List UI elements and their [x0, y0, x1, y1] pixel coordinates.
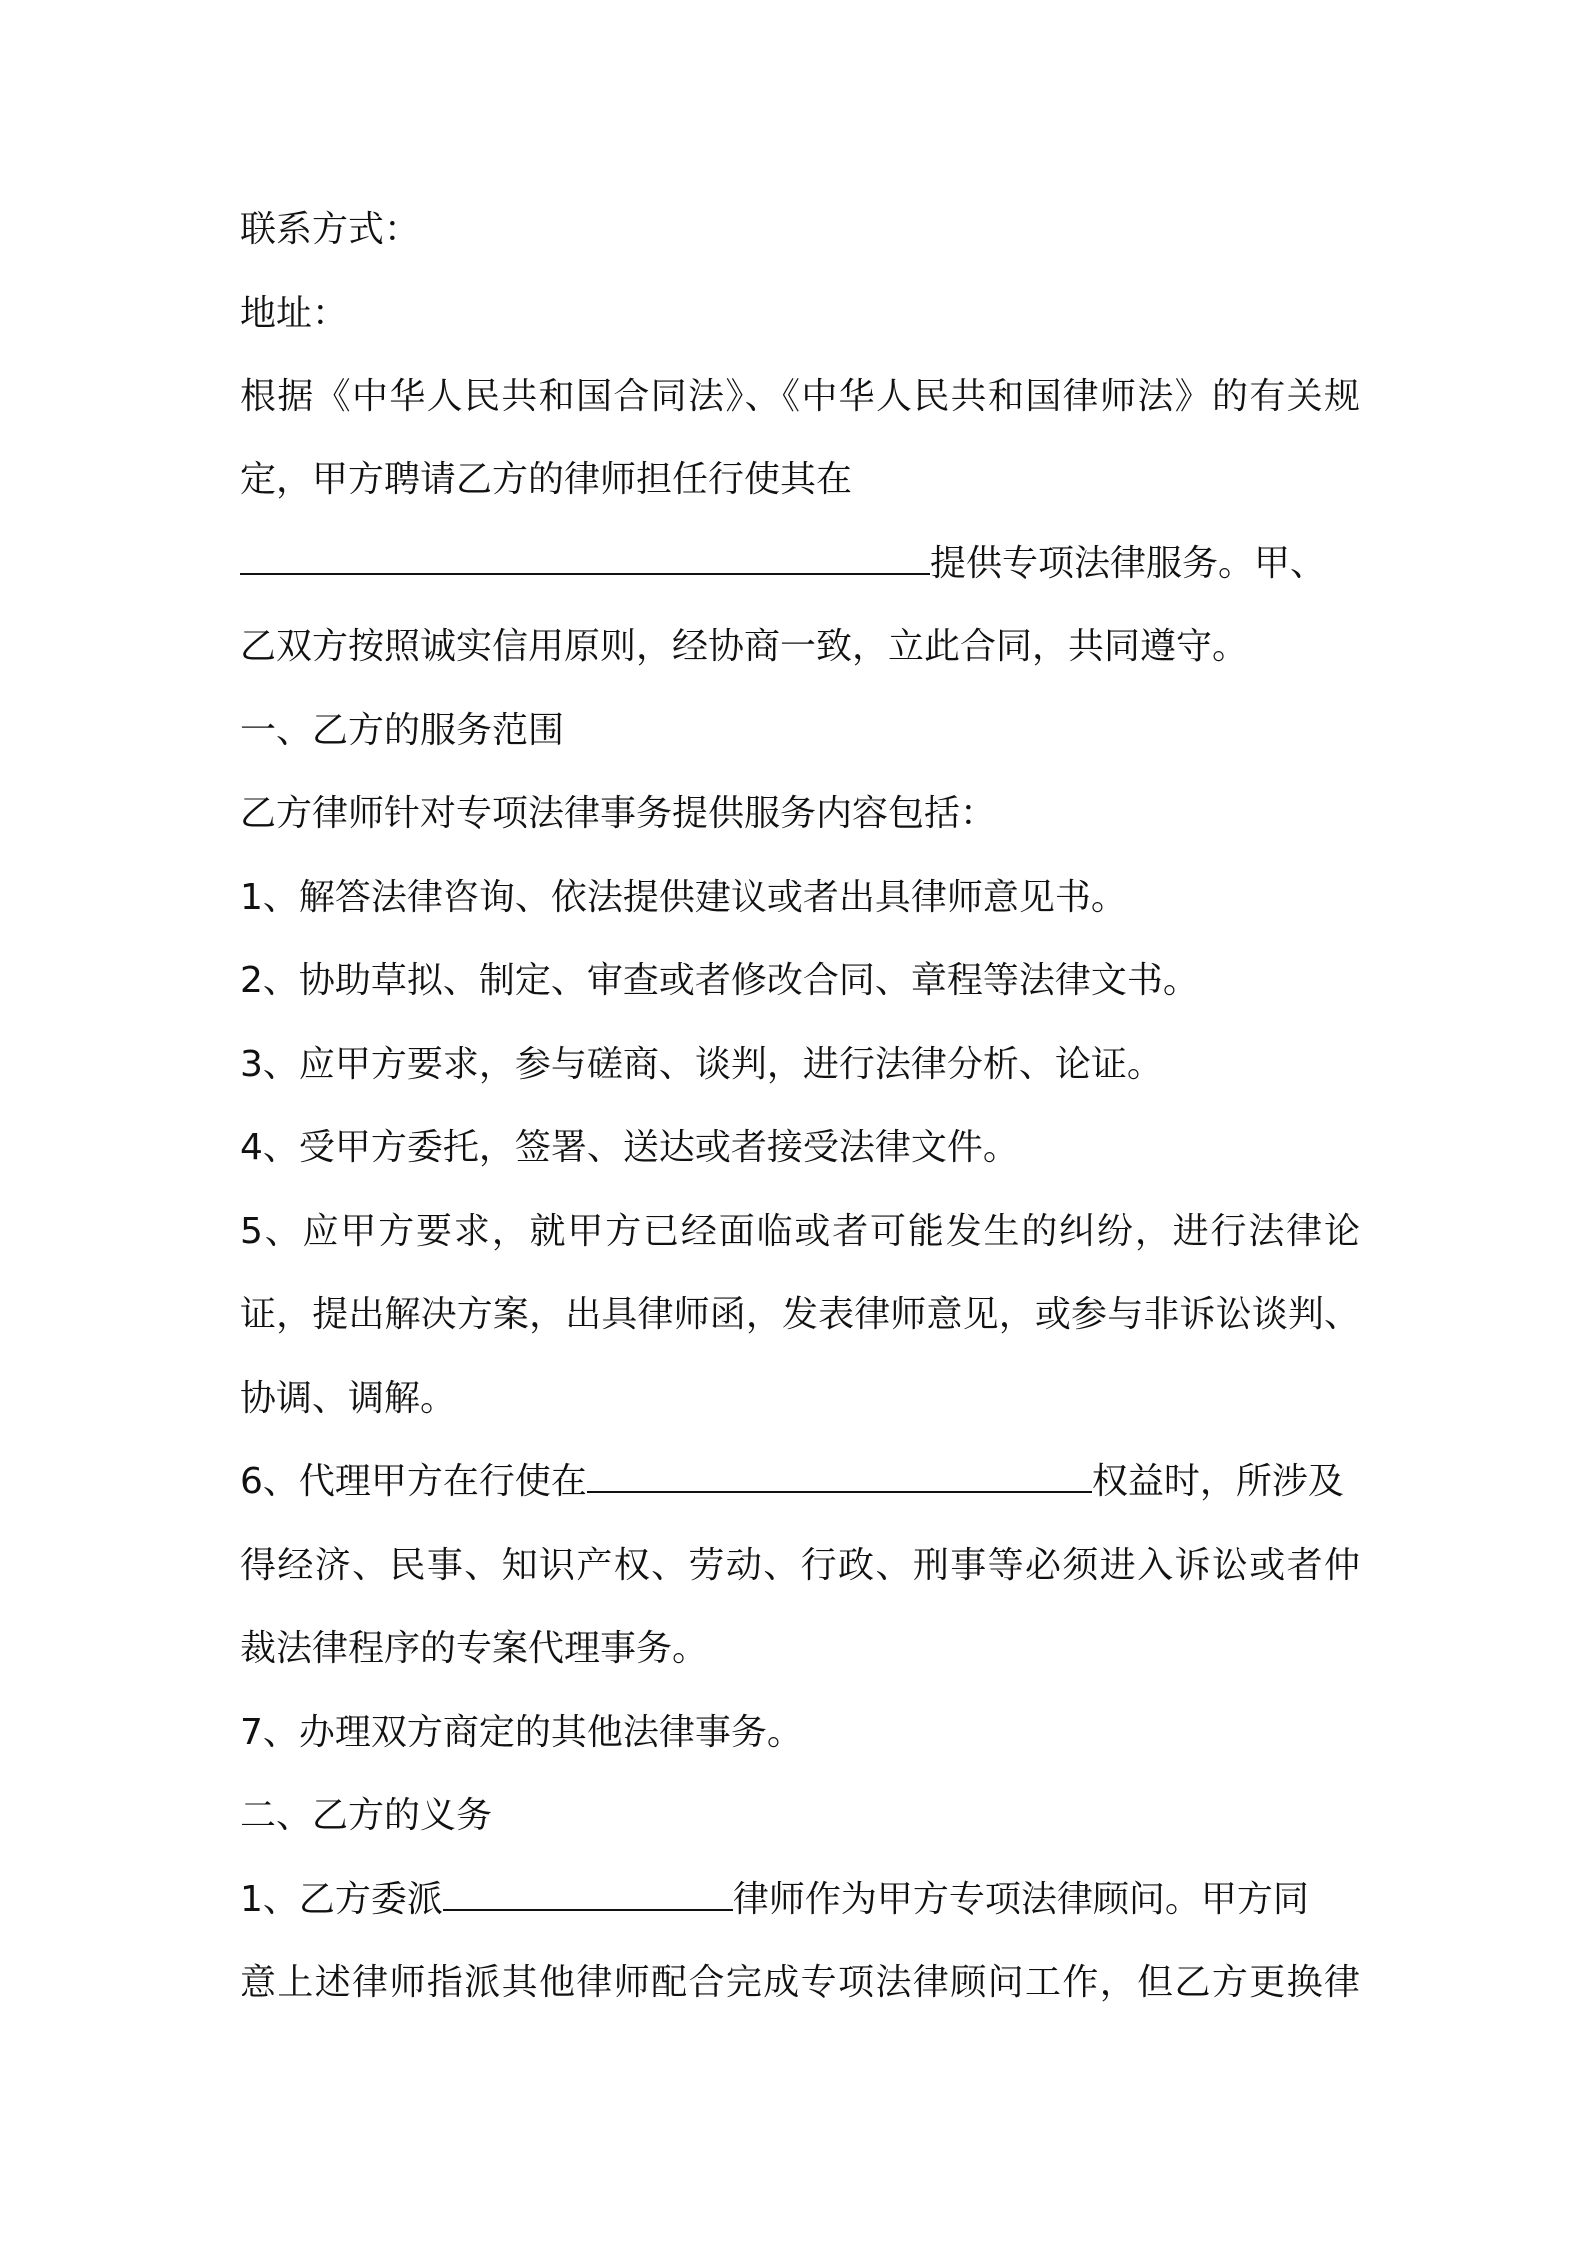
- paragraph-line: 定，甲方聘请乙方的律师担任行使其在: [240, 459, 853, 500]
- paragraph-line: 乙方律师针对专项法律事务提供服务内容包括：: [240, 793, 997, 834]
- fill-in-blank[interactable]: [240, 541, 930, 575]
- list-item: 4、受甲方委托，签署、送达或者接受法律文件。: [240, 1127, 1019, 1168]
- list-item-text: 权益时，所涉及: [1091, 1461, 1344, 1502]
- paragraph-line: 乙双方按照诚实信用原则，经协商一致，立此合同，共同遵守。: [240, 626, 1249, 667]
- list-item: 7、办理双方商定的其他法律事务。: [240, 1712, 803, 1753]
- section-heading-2: 二、乙方的义务: [240, 1795, 493, 1836]
- list-item-continued: 证，提出解决方案，出具律师函，发表律师意见，或参与非诉讼谈判、: [240, 1294, 1360, 1335]
- list-item: 2、协助草拟、制定、审查或者修改合同、章程等法律文书。: [240, 960, 1199, 1001]
- address-label: 地址：: [240, 293, 349, 334]
- section-heading-1: 一、乙方的服务范围: [240, 710, 565, 751]
- list-item-continued: 协调、调解。: [240, 1378, 457, 1419]
- list-item-continued: 裁法律程序的专案代理事务。: [240, 1628, 709, 1669]
- list-item-with-blank: [240, 1876, 1360, 1924]
- contact-label: 联系方式：: [240, 209, 421, 250]
- list-item: 1、解答法律咨询、依法提供建议或者出具律师意见书。: [240, 877, 1127, 918]
- list-item-text: 律师作为甲方专项法律顾问。甲方同: [732, 1879, 1309, 1920]
- fill-in-blank[interactable]: [587, 1459, 1092, 1493]
- paragraph-text: 提供专项法律服务。甲、: [930, 543, 1327, 584]
- list-item-continued: 得经济、民事、知识产权、劳动、行政、刑事等必须进入诉讼或者仲: [240, 1545, 1360, 1586]
- list-item-continued: 意上述律师指派其他律师配合完成专项法律顾问工作，但乙方更换律: [240, 1962, 1360, 2003]
- paragraph-line-with-blank: [240, 540, 1360, 588]
- list-item-with-blank: [240, 1458, 1360, 1506]
- list-item: 3、应甲方要求，参与磋商、谈判，进行法律分析、论证。: [240, 1044, 1163, 1085]
- list-item: 5、应甲方要求，就甲方已经面临或者可能发生的纠纷，进行法律论: [240, 1211, 1360, 1252]
- list-item-text: 6、代理甲方在行使在: [240, 1461, 587, 1502]
- list-item-text: 1、乙方委派: [240, 1879, 443, 1920]
- paragraph-line: 根据《中华人民共和国合同法》、《中华人民共和国律师法》的有关规: [240, 376, 1360, 417]
- fill-in-blank[interactable]: [443, 1877, 733, 1911]
